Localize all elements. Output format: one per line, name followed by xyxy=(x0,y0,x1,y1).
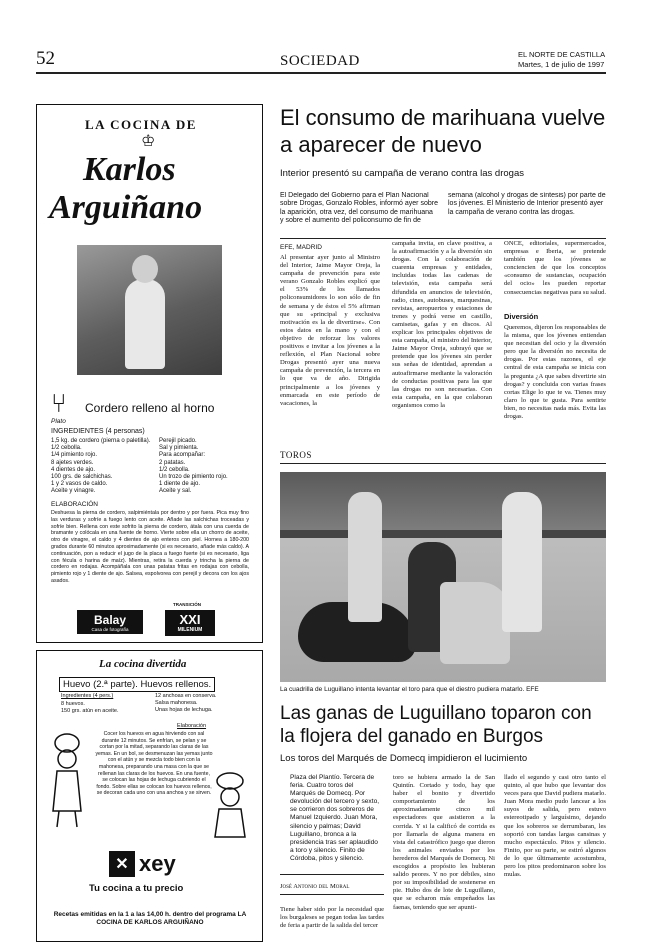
xey-logo-icon: ✕ xyxy=(109,851,135,877)
ingredients-heading: INGREDIENTES (4 personas) xyxy=(51,428,145,435)
newspaper-name: EL NORTE DE CASTILLA xyxy=(518,50,606,59)
fun-ingredient-item: 150 grs. atún en aceite. xyxy=(61,708,119,714)
chef-cartoon-left-icon xyxy=(47,731,87,831)
article2-byline: José Antonio del Moral xyxy=(280,883,350,890)
xey-slogan: Tu cocina a tu precio xyxy=(89,883,184,894)
ingredient-item: Sal y pimienta. xyxy=(159,445,199,452)
plate-label: Plato xyxy=(51,418,66,425)
ingredient-item: Un trozo de pimiento rojo. xyxy=(159,474,228,481)
section-label-toros: TOROS xyxy=(280,450,312,460)
xey-brand: xey xyxy=(139,851,176,876)
page-number: 52 xyxy=(36,48,55,69)
header-rule xyxy=(36,72,606,74)
article1-lead-rule xyxy=(280,238,606,239)
ingredient-item: Aceite y sal. xyxy=(159,488,192,495)
ingredient-item: 8 ajetes verdes. xyxy=(51,459,94,466)
ingredients-right-list xyxy=(159,438,255,496)
fun-ingredient-item: 8 huevos. xyxy=(61,701,85,707)
stands-shape xyxy=(280,472,606,530)
barrier-shape xyxy=(280,530,606,538)
article1-subhead: Interior presentó su campaña de verano contra las drogas xyxy=(280,168,524,179)
milenium-mark: XXI xyxy=(179,612,201,627)
article2-headline: Las ganas de Luguillano toparon con la flojera del ganado en Burgos xyxy=(280,703,592,747)
fun-method-text: Cocer los huevos en agua hirviendo con sal durante 12 minutos. Se enfrían, se pelan y se cortan por la mitad, separando las claras de las yemas. En un bol, se desmenuzan las yemas junto con el atún y se mezcla todo bien con la mahonesa, preparando una masa con la que se rellenan las claras de los huevos. En una fuente, se colocan las hojas de lechuga cubriendo el fondo. Sobre ellas se colocan los huevos rellenos, se decoran cada uno con una anchoa y se sirven. xyxy=(95,731,213,797)
recipe-title: Cordero relleno al horno xyxy=(85,401,215,415)
ingredient-item: 100 grs. de salchichas. xyxy=(51,474,113,481)
fun-ad-header: La cocina divertida xyxy=(99,658,187,670)
ingredient-item: 1/2 cebolla. xyxy=(51,445,82,452)
ingredient-item: 1/2 cebolla. xyxy=(159,466,190,473)
ingredient-item: Perejil picado. xyxy=(159,438,197,444)
balay-logo xyxy=(77,610,143,634)
fun-recipe-title: Huevo (2.ª parte). Huevos rellenos. xyxy=(59,677,215,692)
article1-column3b: Queremos, dijeron los responsables de la misma, que los jóvenes entiendan que necesitan del ocio y la diversión pero que la diversión no necesita de drogas. Por estas razones, el eje central de esta campaña se inicia con la pregunta ¿A que sabes divertirte sin drogas? y concluida con varias frases cortas Elige lo que te va. Tienes muy claro lo que te gusta. Para sentirte bien, no necesitas nada más. Evita las drogas. xyxy=(504,324,606,421)
chef-cartoon-right-icon xyxy=(207,771,253,841)
method-heading: ELABORACIÓN xyxy=(51,501,98,508)
cooking-ad xyxy=(36,104,263,643)
ingredient-item: 1/4 pimiento rojo. xyxy=(51,452,98,459)
ingredients-left-list xyxy=(51,438,155,496)
article1-headline: El consumo de marihuana vuelve a aparecer de nuevo xyxy=(280,105,606,157)
fun-cooking-ad xyxy=(36,650,263,942)
balay-sub: Casa de fotografía xyxy=(91,626,129,632)
ingredient-item: 1 diente de ajo. xyxy=(159,481,201,488)
fun-ingredients-left xyxy=(61,701,146,715)
milenium-logo xyxy=(165,610,215,636)
fun-ingredients-right xyxy=(155,693,255,714)
torero-right-shape xyxy=(502,492,542,632)
cape-shape xyxy=(440,582,510,664)
ingredient-item: 1,5 kg. de cordero (pierna o paletilla). xyxy=(51,438,151,444)
issue-date: Martes, 1 de julio de 1997 xyxy=(518,60,605,69)
ingredient-item: 4 dientes de ajo. xyxy=(51,466,96,473)
chef-hat-icon: ♔ xyxy=(141,133,156,150)
article1-byline: EFE, MADRID xyxy=(280,244,322,251)
article1-column2: campaña invita, en clave positiva, a la autoafirmación y a la diversión sin drogas. Con la colaboración de cuarenta empresas y entidades, incluidas todas las cadenas de televisión, esta campaña será difundida en anuncios de televisión, radio, cines, autobuses, marquesinas, revistas, aeropuertos y estaciones de trenes y podrá verse en castillo, camisetas, gafas y en discos. Al explicar los principales objetivos de esta campaña, el ministro del Interior, Jaime Mayor Oreja, subrayó que se pretende que los jóvenes sin perder sus señas de identidad, aprendan a autoafirmarse mediante la valoración de conductas positivas para las que las drogas no son necesarias. Con esta campaña, en la que colaboran organismos como la xyxy=(392,240,492,409)
chef-figure-shape xyxy=(125,279,165,369)
ingredient-item: Aceite y vinagre. xyxy=(51,488,96,495)
fun-ingredient-item: 12 anchoas en conserva. xyxy=(155,693,217,699)
infobox-rule xyxy=(280,874,384,875)
ingredient-item: Para acompañar: xyxy=(159,452,206,459)
bullfight-photo xyxy=(280,472,606,682)
fun-ingredient-item: Salsa mahonesa. xyxy=(155,700,198,706)
article2-subhead: Los toros del Marqués de Domecq impidieron el lucimiento xyxy=(280,753,528,764)
torero-left-shape xyxy=(348,492,382,622)
article1-lead: El Delegado del Gobierno para el Plan Nacional sobre Drogas, Gonzalo Robles, informó ayer sobre la aparición, otra vez, del consumo de marihuana y sobre el aumento del policonsumo de fin de semana (alcohol y drogas de síntesis) por parte de los jóvenes. El Ministerio de Interior presentó ayer la campaña de verano contra las drogas. xyxy=(280,192,606,224)
chef-photo xyxy=(77,245,222,375)
milenium-name: MILENIUM xyxy=(177,627,203,633)
section-rule xyxy=(280,463,606,464)
ad-title-name2: Arguiñano xyxy=(49,189,203,226)
article2-column3: llado el segundo y casi otro tanto el quinto, al que hubo que levantar dos veces para que David pudiera matarlo. Juan Mora medio pudo lancear a los suyos de salida, pero estuvo estereotipado y larguísimo, dejando que los sobreros se derrumbaran, les soportó con tandas largas cansinas y mucho espectáculo. Pitos y silencio. Finito, por su parte, se estiró algunos de lo que últimamente acostumbra, pero los pitos predominaron sobre los mulas. xyxy=(504,774,606,879)
photo-caption: La cuadrilla de Luguillano intenta levantar el toro para que el diestro pudiera matarlo. EFE xyxy=(280,686,539,693)
ad-title-name1: Karlos xyxy=(83,151,176,188)
article2-column1: Tiene haber sido por la necesidad que los burgaleses se pegan todas las tardes de feria a partir de la salida del tercer xyxy=(280,906,384,930)
ingredient-item: 1 y 2 vasos de caldo. xyxy=(51,481,108,488)
section-name: SOCIEDAD xyxy=(280,53,360,69)
chef-head-shape xyxy=(132,255,158,283)
balay-name: Balay xyxy=(93,612,127,627)
ingredient-item: 2 patatas. xyxy=(159,459,186,466)
method-text: Deshuesa la pierna de cordero, salpimiéntala por dentro y por fuera. Pica muy fino las verduras y sofríe a fuego lento con aceite. Añade las salchichas troceadas y sofríe bien. Rellena con este sofrito la pierna de cordero, átala con una cuerda de bramante y colócala en una fuente de horno. Vierte sobre ella un chorro de aceite, otro de vinagre, el caldo y 4 dientes de ajo enteros con piel. Hornea a 180-200 grados durante 60 minutos aproximadamente (si es necesario, añade más caldo). A continuación, pon a reducir el jugo de la placa a fuego fuerte (si es necesario, liga con fécula o harina de maíz). Mientras, retira la cuerda y trincha la pierna de cordero en rodajas. Acompáñala con unas patatas fritas en rodajas con cebolla, pimiento rojo y 1 diente de ajo. Salsea, espolvorea con perejil y decora con los ajos asados. xyxy=(51,510,249,584)
article2-column2: toro se hubiera armado la de San Quintín. Cortado y todo, hay que haber el bonito y divertido comportamiento de los aproximadamente cinco mil espectadores que asistieron a la corrida. Y si la calificó de corrida es por llamarla de alguna manera en vista del catastrófico juego que dieron los animales enviados por los herederos del Marqués de Domecq. Ni escogidos a propósito les hubieran salido peores. Y no por débiles, sino por su imposibilidad de sostenerse en pie. Hubo dos de lote de Luguillano, que se echaron más empeñados las faenas, teniendo que ser apunti- xyxy=(393,774,495,911)
article1-subhead-diversion: Diversión xyxy=(504,312,539,321)
article1-column1: Al presentar ayer junto al Ministro del Interior, Jaime Mayor Oreja, la campaña de prevención para este verano Gonzalo Robles explicó que el 53% de los llamados policonsumidores lo son sólo de fin de semana y de éstos el 5% afirman que su «principal y exclusiva motivación es la de divertirse». Con estos datos en la mano y con el objetivo de reforzar los valores positivos e invitar a los jóvenes a la reflexión, el Plan Nacional sobre Drogas presentó ayer una nueva campaña de prevención, la tercera en lo que va de año. Dirigida principalmente a los jóvenes y enmarcada en este período de vacaciones, la xyxy=(280,254,380,407)
fun-ingredients-heading: Ingredientes (4 pers.) xyxy=(61,693,114,699)
milenium-top: TRANSICIÓN xyxy=(173,602,201,607)
fun-method-heading: Elaboración xyxy=(177,723,207,729)
byline-rule xyxy=(280,894,384,895)
cutlery-icon: ⑂ xyxy=(51,389,67,418)
article2-infobox: Plaza del Plantío. Tercera de feria. Cuatro toros del Marqués de Domecq. Por devolución del tercero y sexto, se corrieron dos sobreros de Manuel Izquierdo. Juan Mora, silencio y palmas; David Luguillano, bronca a la presidencia tras ser aplaudido a toro y silencio. Finito de Córdoba, pitos y silencio. xyxy=(290,774,380,862)
article1-column3a: ONCE, editoriales, supermercados, empresas e Iberia, se pretende también que los jóvenes se conciencien de que los conceptos «consumo de sustancias, ocupación del ocio» les pueden reportar consecuencias negativas para su salud. xyxy=(504,240,606,296)
fun-ingredient-item: Unas hojas de lechuga. xyxy=(155,707,213,713)
ad-title-small: LA COCINA DE xyxy=(85,117,197,132)
broadcast-schedule: Recetas emitidas en la 1 a las 14,00 h. dentro del programa LA COCINA DE KARLOS ARGUIÑANO xyxy=(53,911,247,926)
